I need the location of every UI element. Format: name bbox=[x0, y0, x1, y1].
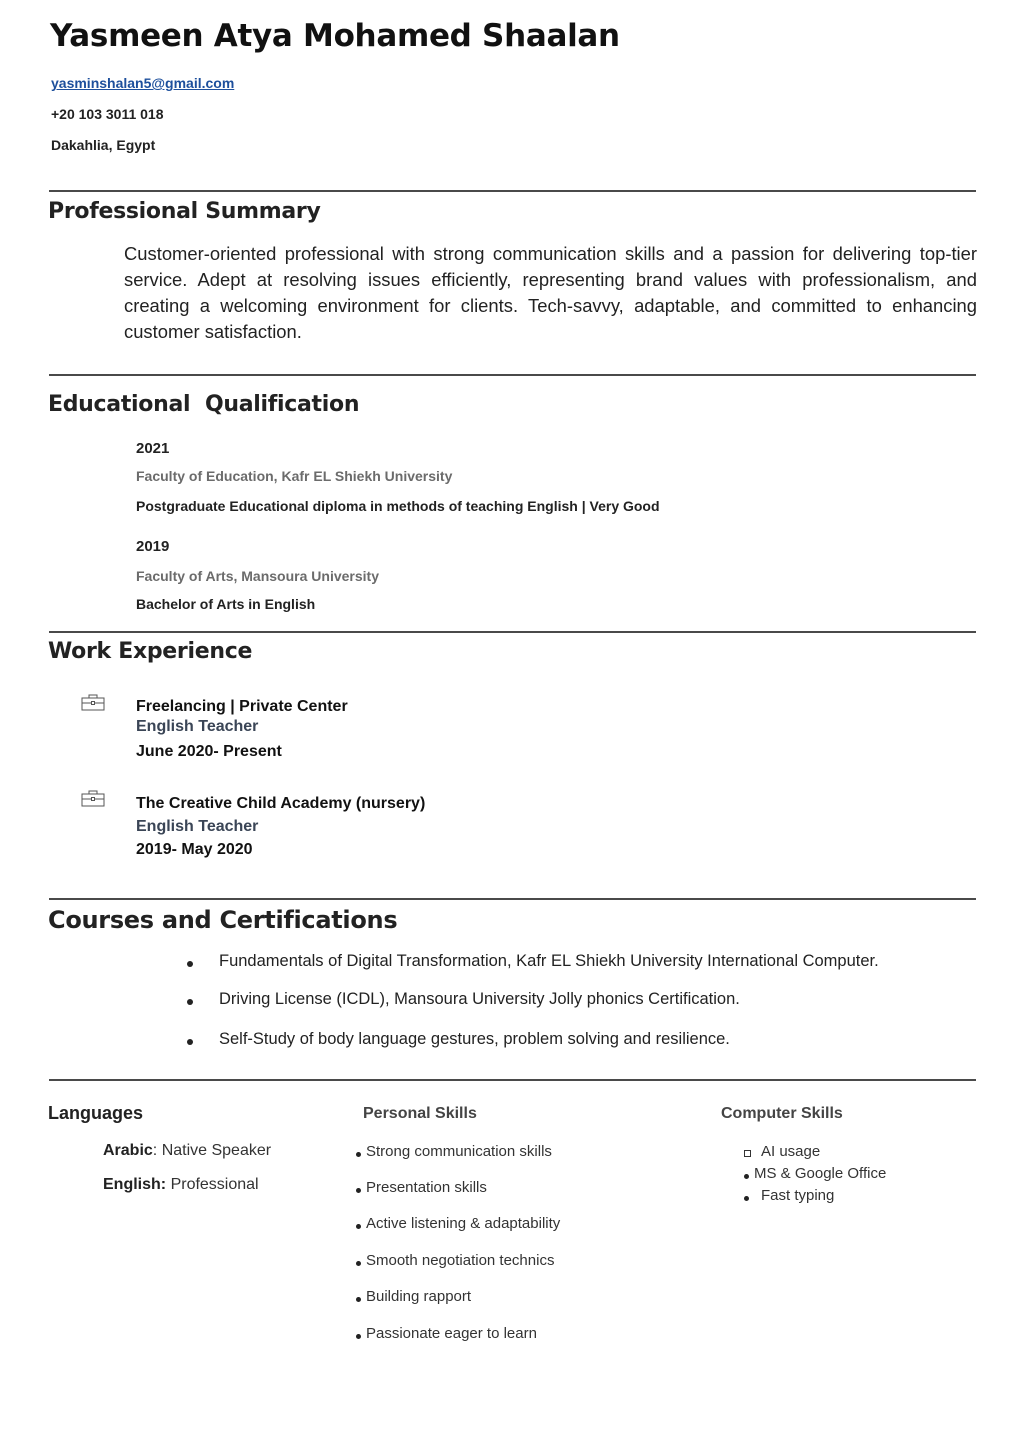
education-institution: Faculty of Arts, Mansoura University bbox=[136, 568, 379, 584]
language-level: Native Speaker bbox=[161, 1142, 272, 1159]
square-bullet-icon bbox=[744, 1150, 751, 1157]
bullet-icon bbox=[356, 1334, 361, 1339]
personal-skill-item: Presentation skills bbox=[366, 1179, 487, 1196]
bullet-icon bbox=[356, 1152, 361, 1157]
section-divider bbox=[49, 374, 976, 376]
language-level: Professional bbox=[170, 1176, 259, 1193]
briefcase-icon bbox=[81, 790, 105, 807]
courses-title: Courses and Certifications bbox=[48, 906, 398, 934]
bullet-icon bbox=[356, 1188, 361, 1193]
computer-skills-title: Computer Skills bbox=[721, 1105, 843, 1122]
section-divider bbox=[49, 1079, 976, 1081]
section-divider bbox=[49, 631, 976, 633]
bullet-icon bbox=[356, 1224, 361, 1229]
bullet-icon bbox=[187, 961, 193, 967]
briefcase-icon bbox=[81, 694, 105, 711]
language-name: English: bbox=[103, 1176, 167, 1193]
summary-text: Customer-oriented professional with strong communication skills and a passion for delivering top-tier service. Adept at resolving issues efficiently, representing brand values with professionalism, and creating a welcoming environment for clients. Tech-savvy, adaptable, and committed to enhancing customer satisfaction. bbox=[124, 243, 977, 342]
job-organization: Freelancing | Private Center bbox=[136, 698, 348, 715]
email-link[interactable]: yasminshalan5@gmail.com bbox=[51, 75, 235, 91]
section-divider bbox=[49, 898, 976, 900]
language-item bbox=[103, 1176, 259, 1194]
personal-skill-item: Smooth negotiation technics bbox=[366, 1252, 555, 1269]
job-role: English Teacher bbox=[136, 818, 259, 835]
location: Dakahlia, Egypt bbox=[51, 137, 156, 153]
bullet-icon bbox=[744, 1174, 749, 1179]
job-dates: 2019- May 2020 bbox=[136, 841, 253, 858]
education-degree: Bachelor of Arts in English bbox=[136, 596, 316, 612]
education-title: Educational Qualification bbox=[48, 392, 360, 417]
education-institution: Faculty of Education, Kafr EL Shiekh University bbox=[136, 468, 453, 484]
education-degree: Postgraduate Educational diploma in methods of teaching English | Very Good bbox=[136, 498, 660, 514]
education-year: 2021 bbox=[136, 440, 170, 457]
work-title: Work Experience bbox=[48, 639, 253, 664]
course-item: Self-Study of body language gestures, problem solving and resilience. bbox=[219, 1030, 730, 1048]
candidate-name: Yasmeen Atya Mohamed Shaalan bbox=[50, 18, 620, 54]
course-item: Driving License (ICDL), Mansoura University Jolly phonics Certification. bbox=[219, 990, 740, 1008]
course-item: Fundamentals of Digital Transformation, Kafr EL Shiekh University International Computer. bbox=[219, 952, 879, 970]
bullet-icon bbox=[356, 1261, 361, 1266]
bullet-icon bbox=[187, 999, 193, 1005]
personal-skill-item: Passionate eager to learn bbox=[366, 1325, 537, 1342]
job-organization: The Creative Child Academy (nursery) bbox=[136, 795, 426, 812]
computer-skill-item: Fast typing bbox=[761, 1187, 835, 1204]
language-separator: : bbox=[152, 1142, 162, 1159]
personal-skill-item: Strong communication skills bbox=[366, 1143, 552, 1160]
language-name: Arabic bbox=[103, 1142, 153, 1159]
personal-skill-item: Building rapport bbox=[366, 1288, 472, 1305]
languages-title: Languages bbox=[48, 1103, 144, 1123]
section-divider bbox=[49, 190, 976, 192]
education-year: 2019 bbox=[136, 538, 170, 555]
job-role: English Teacher bbox=[136, 718, 259, 735]
bullet-icon bbox=[356, 1297, 361, 1302]
computer-skill-item: AI usage bbox=[761, 1143, 821, 1160]
bullet-icon bbox=[744, 1196, 749, 1201]
computer-skill-item: MS & Google Office bbox=[754, 1165, 887, 1182]
summary-title: Professional Summary bbox=[48, 199, 321, 224]
personal-skill-item: Active listening & adaptability bbox=[366, 1215, 561, 1232]
phone-number: +20 103 3011 018 bbox=[51, 106, 164, 122]
language-item bbox=[103, 1142, 271, 1160]
bullet-icon bbox=[187, 1039, 193, 1045]
job-dates: June 2020- Present bbox=[136, 743, 282, 760]
personal-skills-title: Personal Skills bbox=[363, 1105, 477, 1122]
